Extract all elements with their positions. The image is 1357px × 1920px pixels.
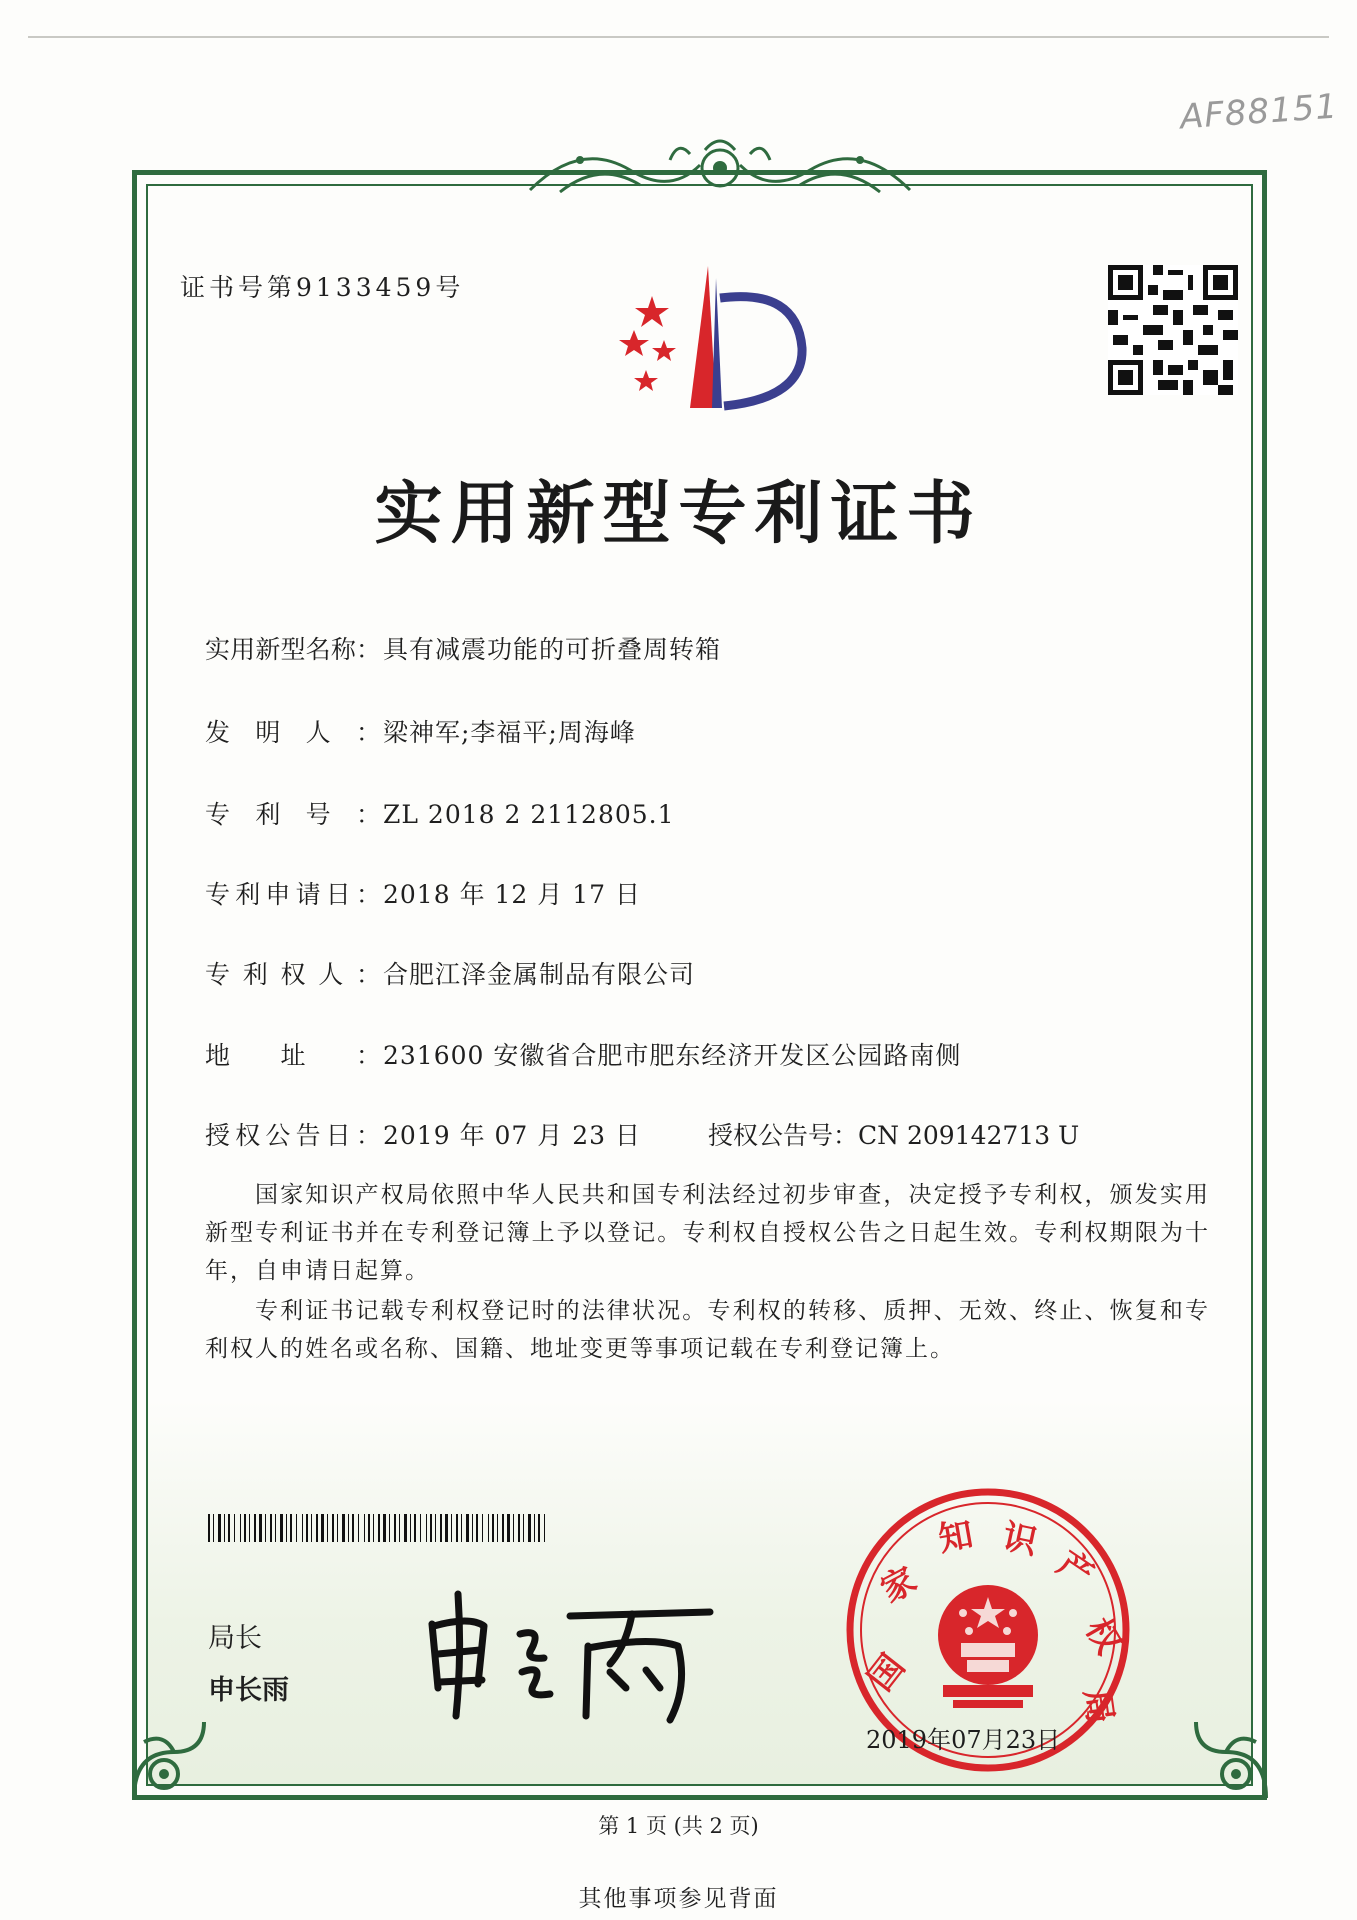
field-grant-date xyxy=(205,1116,641,1152)
svg-text:局: 局 xyxy=(1076,1686,1121,1726)
field-value: 梁神军;李福平;周海峰 xyxy=(383,718,636,747)
field-value: 2018 年 12 月 17 日 xyxy=(383,880,641,909)
certificate-title: 实用新型专利证书 xyxy=(374,475,983,554)
field-label: 授权公告号： xyxy=(708,1121,859,1150)
field-utility-model-name xyxy=(205,630,721,666)
field-patentee xyxy=(205,955,695,991)
field-label: 专利申请日： xyxy=(205,880,381,909)
svg-text:国: 国 xyxy=(860,1647,914,1699)
field-announcement-number xyxy=(708,1116,1079,1152)
corner-ornament-bottom-left xyxy=(124,1712,220,1808)
page-number: 第 1 页 (共 2 页) xyxy=(598,1814,759,1838)
legal-paragraph-1: 国家知识产权局依照中华人民共和国专利法经过初步审查，决定授予专利权，颁发实用新型专利证书并在专利登记簿上予以登记。专利权自授权公告之日起生效。专利权期限为十年，自申请日起算。 xyxy=(205,1182,1210,1284)
svg-text:知: 知 xyxy=(935,1514,977,1560)
svg-text:权: 权 xyxy=(1077,1611,1129,1661)
legal-paragraph-2: 专利证书记载专利权登记时的法律状况。专利权的转移、质押、无效、终止、恢复和专利权人的姓名或名称、国籍、地址变更等事项记载在专利登记簿上。 xyxy=(205,1298,1210,1362)
field-label: 授权公告日： xyxy=(205,1121,381,1150)
seal-date: 2019年07月23日 xyxy=(866,1726,1061,1754)
field-patent-number xyxy=(205,795,675,831)
signatory-title: 局长 xyxy=(208,1623,262,1654)
field-value: ZL 2018 2 2112805.1 xyxy=(383,800,675,829)
field-value: 2019 年 07 月 23 日 xyxy=(383,1121,641,1150)
qr-code xyxy=(1108,265,1238,395)
top-ornament xyxy=(520,130,920,210)
field-address xyxy=(205,1036,961,1072)
barcode xyxy=(208,1514,548,1542)
field-label: 发明人： xyxy=(205,718,381,747)
handwritten-note: AF88151 xyxy=(1178,86,1340,138)
svg-text:识: 识 xyxy=(999,1516,1041,1563)
field-label: 地址： xyxy=(205,1041,381,1070)
patent-office-logo xyxy=(612,258,822,416)
field-value: 具有减震功能的可折叠周转箱 xyxy=(383,635,722,664)
field-label: 实用新型名称： xyxy=(205,635,381,664)
corner-ornament-bottom-right xyxy=(1180,1712,1276,1808)
field-label: 专利号： xyxy=(205,800,381,829)
field-inventors xyxy=(205,713,636,749)
field-label: 专利权人： xyxy=(205,960,381,989)
certificate-number: 证书号第9133459号 xyxy=(180,273,465,302)
field-value: 合肥江泽金属制品有限公司 xyxy=(383,960,696,989)
handwritten-signature xyxy=(420,1576,720,1726)
scan-top-edge xyxy=(28,36,1329,38)
field-value: 231600 安徽省合肥市肥东经济开发区公园路南侧 xyxy=(383,1041,962,1070)
svg-text:家: 家 xyxy=(874,1559,924,1611)
field-value: CN 209142713 U xyxy=(858,1121,1080,1150)
footer-note: 其他事项参见背面 xyxy=(578,1886,779,1912)
field-application-date xyxy=(205,875,641,911)
signatory-name: 申长雨 xyxy=(208,1675,289,1706)
svg-text:产: 产 xyxy=(1049,1543,1101,1596)
